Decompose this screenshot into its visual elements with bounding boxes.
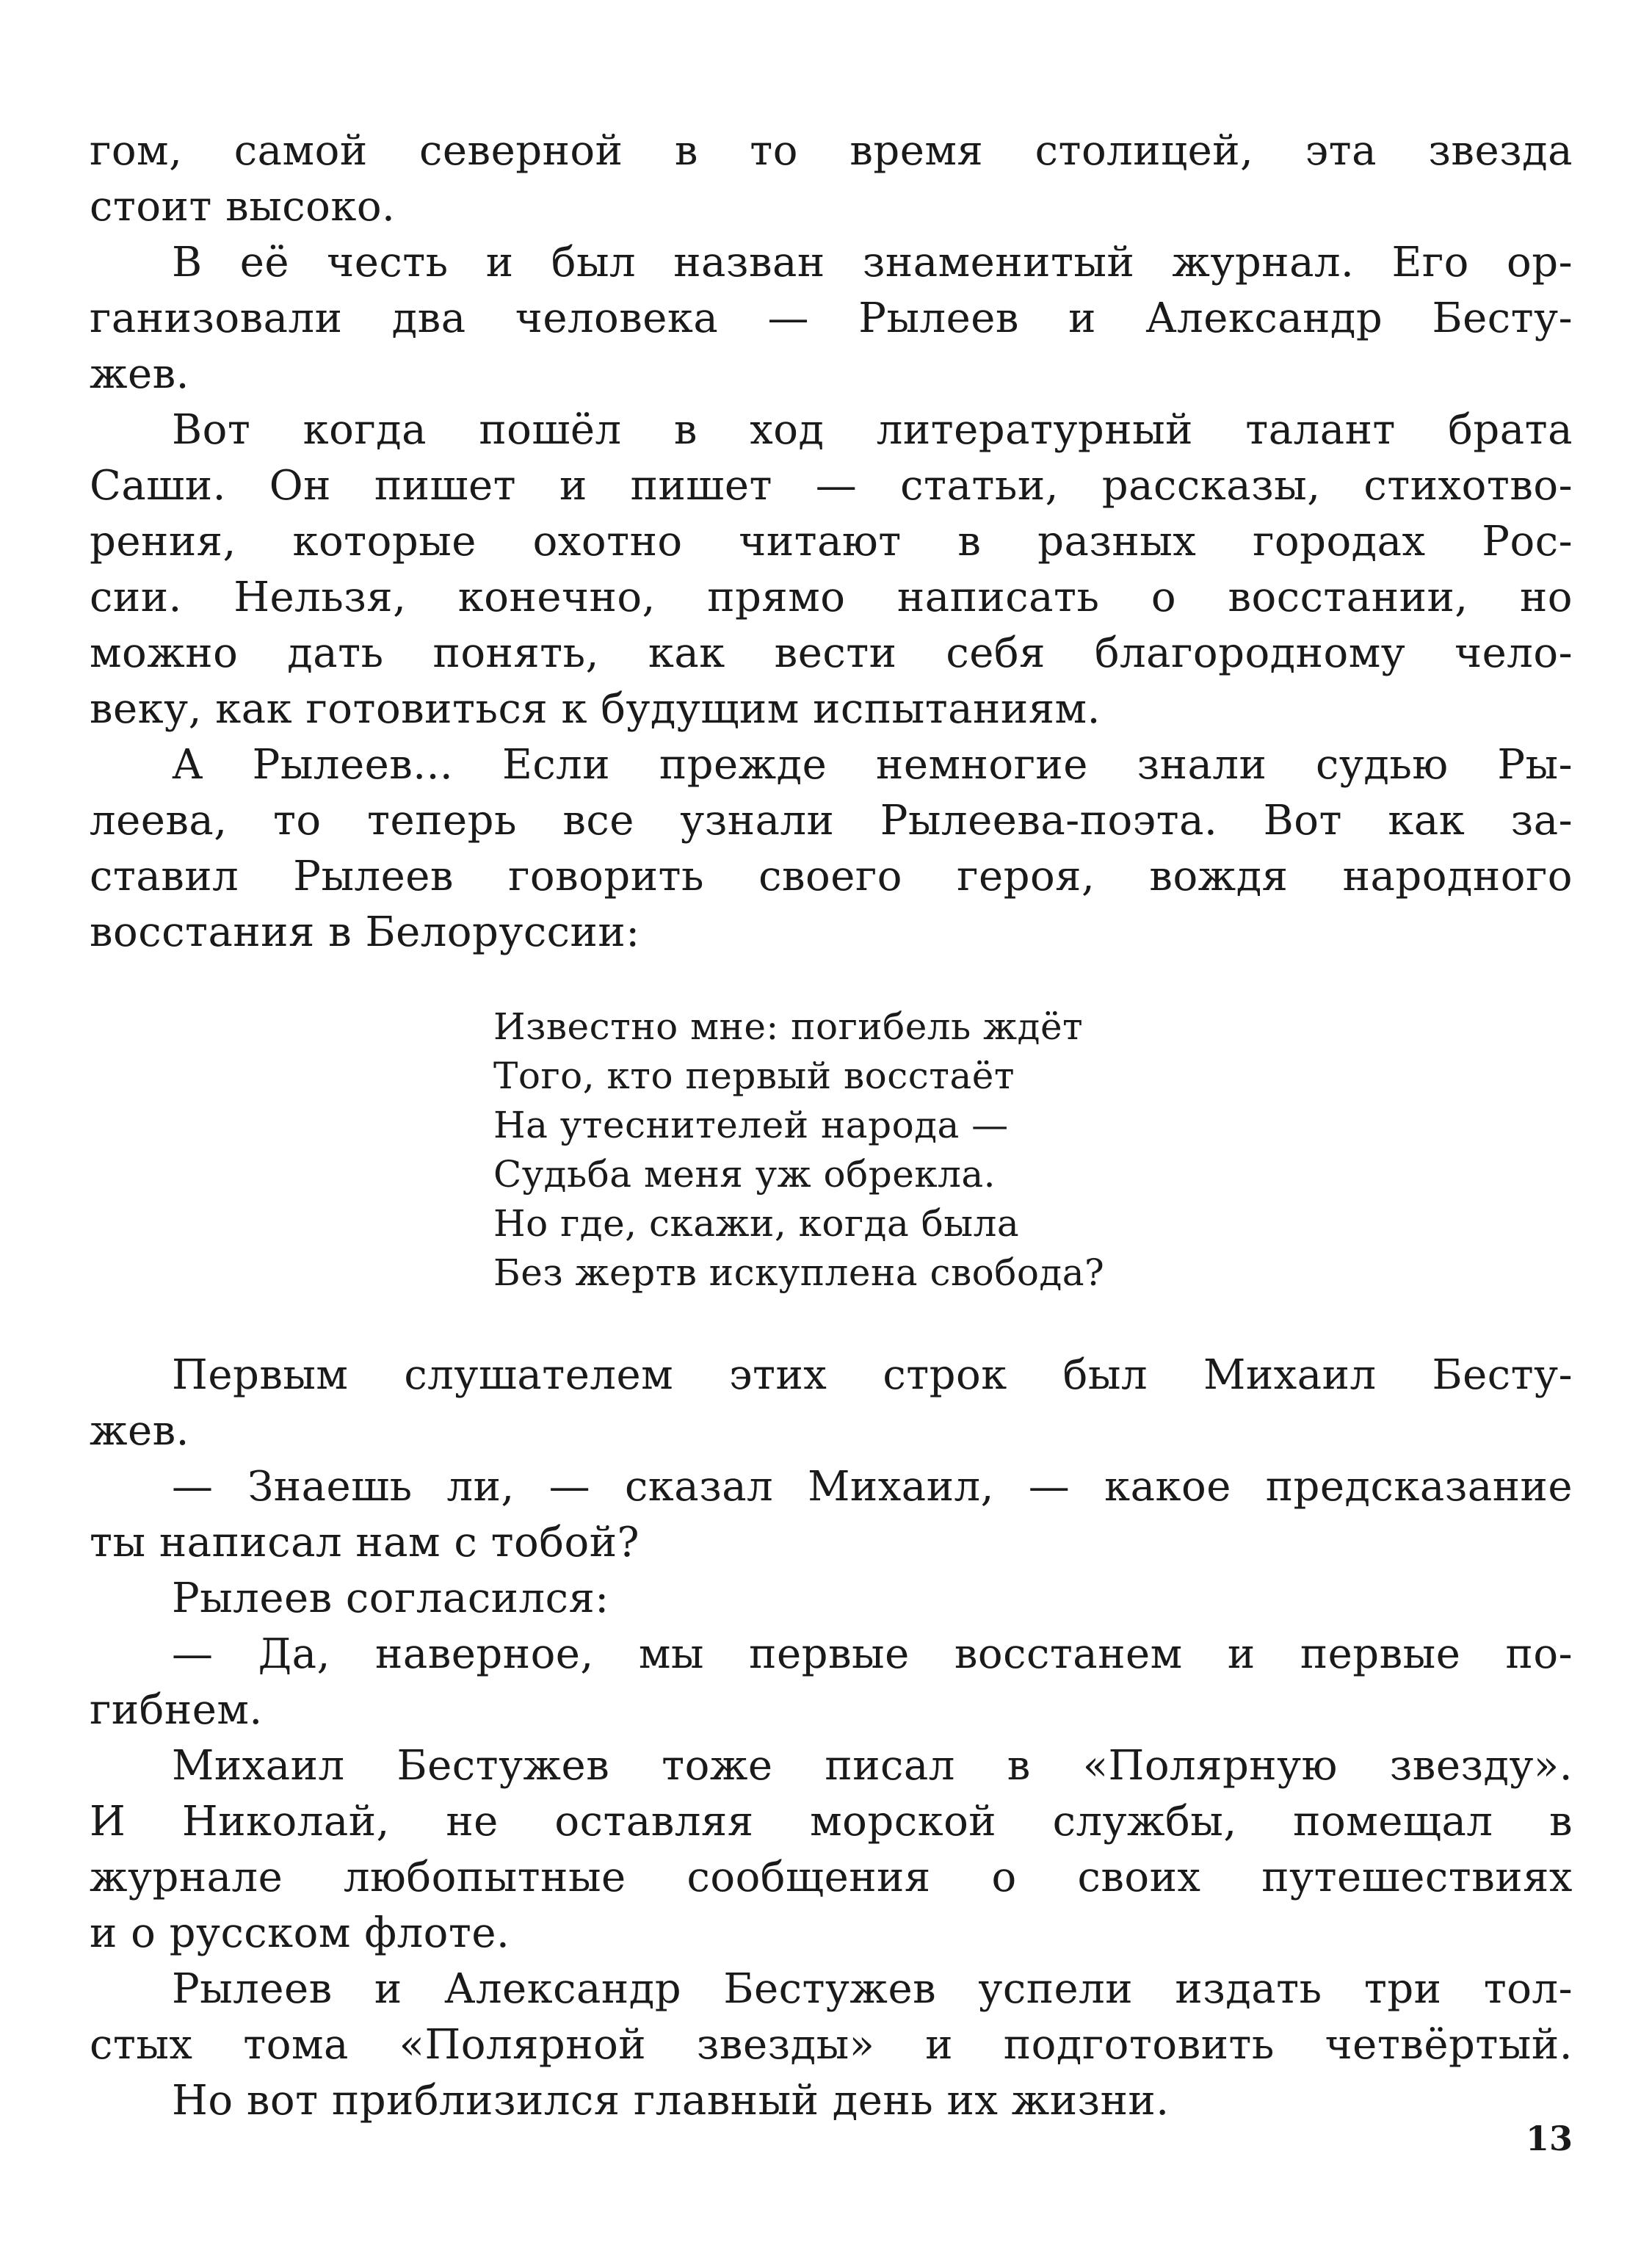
text-line: гибнем. [90, 1686, 263, 1734]
text-line: Рылеев согласился: [172, 1574, 609, 1622]
text-line: ставил Рылеев говорить своего героя, вождя народного [90, 853, 1573, 900]
text-line: стоит высоко. [90, 183, 396, 231]
text-line: Саши. Он пишет и пишет — статьи, рассказы, стихотво- [90, 462, 1573, 510]
text-line: можно дать понять, как вести себя благородному чело- [90, 629, 1573, 677]
text-line: и о русском флоте. [90, 1909, 510, 1957]
text-line: Но вот приблизился главный день их жизни. [172, 2077, 1170, 2125]
text-line: леева, то теперь все узнали Рылеева-поэта. Вот как за- [90, 797, 1573, 845]
poem-line: Но где, скажи, когда была [493, 1202, 1020, 1245]
text-line: рения, которые охотно читают в разных городах Рос- [90, 518, 1573, 565]
text-line: ганизовали два человека — Рылеев и Александр Бесту- [90, 294, 1573, 342]
poem-line: Известно мне: погибель ждёт [493, 1005, 1084, 1048]
text-line: Вот когда пошёл в ход литературный талант брата [172, 406, 1573, 454]
text-line: сии. Нельзя, конечно, прямо написать о восстании, но [90, 574, 1573, 621]
text-line: ты написал нам с тобой? [90, 1519, 640, 1566]
page-number: 13 [1525, 2119, 1573, 2158]
text-line: В её честь и был назван знаменитый журнал. Его ор- [172, 239, 1573, 286]
text-block-top [90, 123, 1573, 961]
text-line: Рылеев и Александр Бестужев успели издать три тол- [172, 1965, 1573, 2013]
text-line: веку, как готовиться к будущим испытаниям. [90, 685, 1101, 733]
text-line: — Знаешь ли, — сказал Михаил, — какое предсказание [172, 1463, 1573, 1511]
text-line: стых тома «Полярной звезды» и подготовить четвёртый. [90, 2021, 1573, 2069]
text-line: жев. [90, 350, 189, 398]
poem-quote [493, 1002, 1374, 1298]
poem-line: Того, кто первый восстаёт [493, 1055, 1015, 1097]
text-line: жев. [90, 1407, 189, 1455]
poem-line: Судьба меня уж обрекла. [493, 1153, 996, 1196]
text-line: восстания в Белоруссии: [90, 908, 640, 956]
poem-line: На утеснителей народа — [493, 1104, 1009, 1146]
text-line: А Рылеев... Если прежде немногие знали судью Ры- [172, 741, 1573, 789]
text-line: журнале любопытные сообщения о своих путешествиях [90, 1854, 1573, 1901]
text-line: гом, самой северной в то время столицей, эта звезда [90, 127, 1573, 175]
text-line: — Да, наверное, мы первые восстанем и первые по- [172, 1630, 1573, 1678]
text-line: Первым слушателем этих строк был Михаил Бесту- [172, 1351, 1573, 1399]
poem-line: Без жертв искуплена свобода? [493, 1251, 1105, 1294]
text-block-bottom [90, 1348, 1573, 2129]
text-line: И Николай, не оставляя морской службы, помещал в [90, 1798, 1573, 1845]
text-line: Михаил Бестужев тоже писал в «Полярную звезду». [172, 1742, 1573, 1790]
